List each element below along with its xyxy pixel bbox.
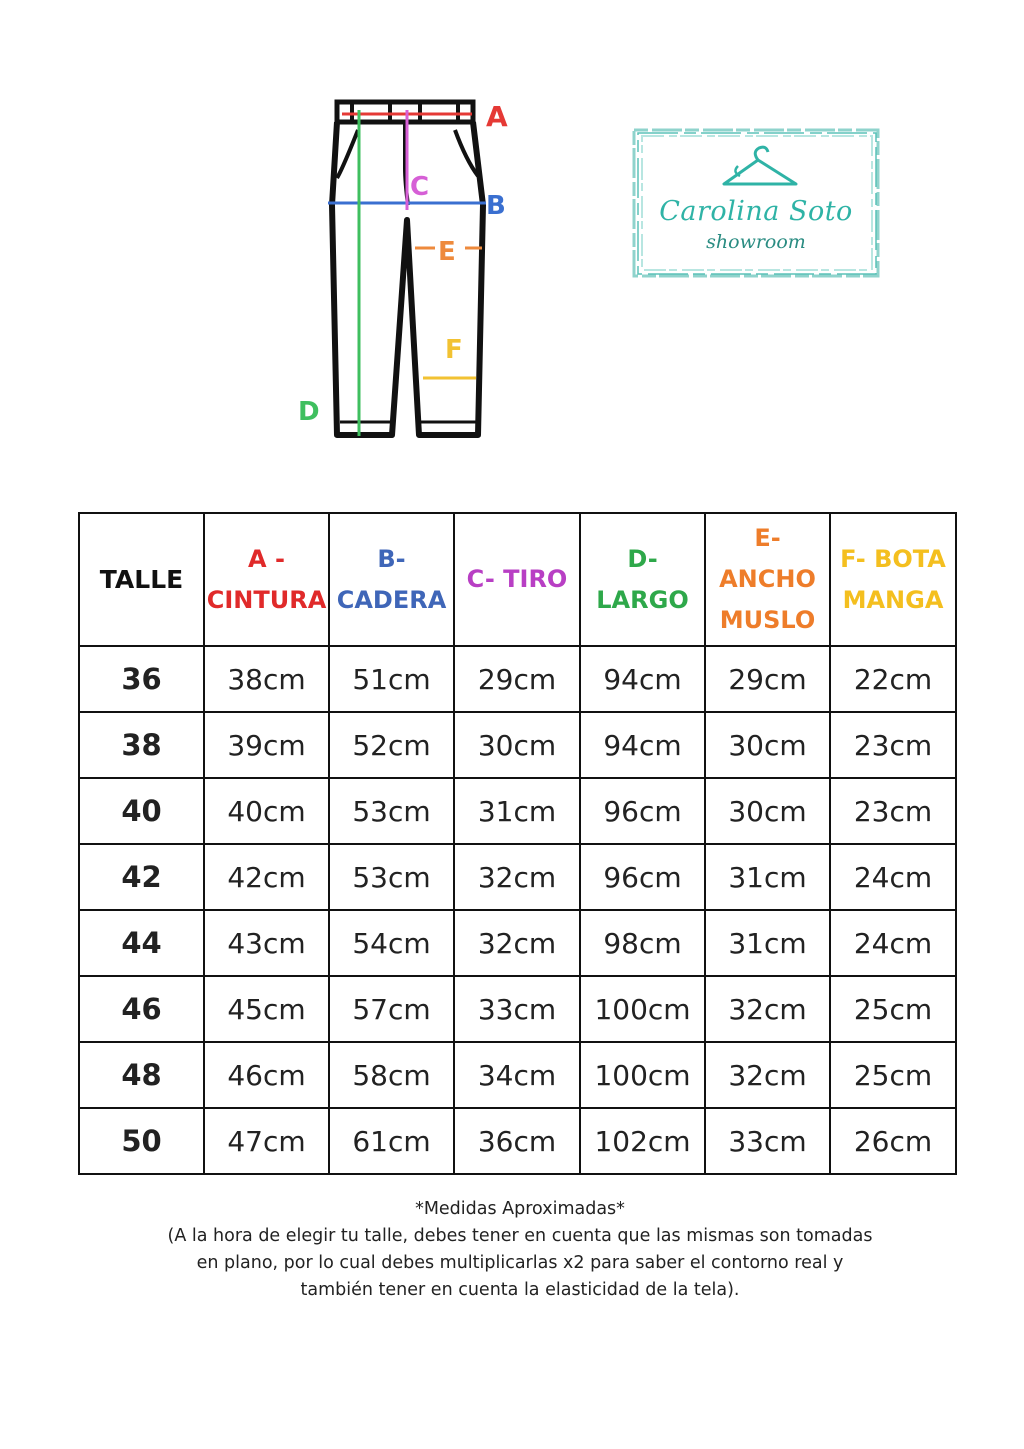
- measure-cell: 32cm: [454, 844, 580, 910]
- measure-cell: 34cm: [454, 1042, 580, 1108]
- table-row: [79, 976, 956, 1042]
- column-header-d: D- LARGO: [580, 513, 705, 646]
- column-header-a: A - CINTURA: [204, 513, 329, 646]
- measure-cell: 94cm: [580, 712, 705, 778]
- measure-cell: 102cm: [580, 1108, 705, 1174]
- label-e: E: [438, 237, 456, 267]
- size-cell: 40: [79, 778, 204, 844]
- footnote: [120, 1196, 920, 1304]
- size-cell: 36: [79, 646, 204, 712]
- table-row: [79, 646, 956, 712]
- column-header-e: E- ANCHO MUSLO: [705, 513, 830, 646]
- label-d: D: [298, 397, 320, 427]
- pants-outline-icon: [290, 90, 530, 450]
- measure-cell: 23cm: [830, 778, 956, 844]
- column-header-f: F- BOTA MANGA: [830, 513, 956, 646]
- measure-cell: 39cm: [204, 712, 329, 778]
- measure-cell: 42cm: [204, 844, 329, 910]
- measure-cell: 47cm: [204, 1108, 329, 1174]
- size-cell: 38: [79, 712, 204, 778]
- measure-cell: 24cm: [830, 910, 956, 976]
- size-cell: 50: [79, 1108, 204, 1174]
- label-f: F: [445, 335, 463, 365]
- measure-cell: 32cm: [454, 910, 580, 976]
- logo-subtitle: showroom: [706, 231, 806, 253]
- column-header-talle: TALLE: [79, 513, 204, 646]
- measure-cell: 31cm: [705, 844, 830, 910]
- label-b: B: [486, 191, 506, 221]
- measure-cell: 57cm: [329, 976, 454, 1042]
- column-header-c: C- TIRO: [454, 513, 580, 646]
- pants-diagram: [290, 90, 530, 450]
- logo-name: Carolina Soto: [659, 196, 853, 227]
- label-c: C: [410, 172, 430, 202]
- table-row: [79, 778, 956, 844]
- measure-cell: 23cm: [830, 712, 956, 778]
- measure-cell: 29cm: [454, 646, 580, 712]
- measure-cell: 53cm: [329, 844, 454, 910]
- measure-cell: 58cm: [329, 1042, 454, 1108]
- measure-cell: 96cm: [580, 844, 705, 910]
- measure-cell: 33cm: [705, 1108, 830, 1174]
- note-line: también tener en cuenta la elasticidad de la tela).: [300, 1280, 740, 1300]
- note-line: en plano, por lo cual debes multiplicarlas x2 para saber el contorno real y: [196, 1253, 844, 1273]
- measure-cell: 30cm: [705, 712, 830, 778]
- measure-cell: 31cm: [454, 778, 580, 844]
- brand-logo: [628, 124, 884, 284]
- table-row: [79, 1042, 956, 1108]
- table-row: [79, 1108, 956, 1174]
- size-cell: 46: [79, 976, 204, 1042]
- table-row: [79, 712, 956, 778]
- measure-cell: 43cm: [204, 910, 329, 976]
- measure-cell: 40cm: [204, 778, 329, 844]
- measure-cell: 24cm: [830, 844, 956, 910]
- measure-cell: 100cm: [580, 1042, 705, 1108]
- measure-cell: 61cm: [329, 1108, 454, 1174]
- measure-cell: 22cm: [830, 646, 956, 712]
- measure-cell: 30cm: [705, 778, 830, 844]
- measure-cell: 29cm: [705, 646, 830, 712]
- measure-cell: 53cm: [329, 778, 454, 844]
- measure-cell: 33cm: [454, 976, 580, 1042]
- measure-cell: 26cm: [830, 1108, 956, 1174]
- table-body: [79, 646, 956, 1174]
- column-header-b: B- CADERA: [329, 513, 454, 646]
- measure-cell: 54cm: [329, 910, 454, 976]
- measure-cell: 32cm: [705, 976, 830, 1042]
- measure-cell: 94cm: [580, 646, 705, 712]
- size-cell: 44: [79, 910, 204, 976]
- measure-cell: 100cm: [580, 976, 705, 1042]
- hanger-icon: [755, 147, 768, 160]
- size-cell: 48: [79, 1042, 204, 1108]
- measure-cell: 96cm: [580, 778, 705, 844]
- measure-cell: 25cm: [830, 976, 956, 1042]
- table-row: [79, 910, 956, 976]
- note-line: (A la hora de elegir tu talle, debes tener en cuenta que las mismas son tomadas: [167, 1226, 873, 1246]
- measure-cell: 25cm: [830, 1042, 956, 1108]
- label-a: A: [486, 100, 508, 133]
- measure-cell: 51cm: [329, 646, 454, 712]
- note-title: *Medidas Aproximadas*: [415, 1199, 625, 1219]
- measure-cell: 32cm: [705, 1042, 830, 1108]
- size-table: [78, 512, 957, 1175]
- size-cell: 42: [79, 844, 204, 910]
- measure-cell: 46cm: [204, 1042, 329, 1108]
- measure-cell: 31cm: [705, 910, 830, 976]
- measure-cell: 30cm: [454, 712, 580, 778]
- measure-cell: 36cm: [454, 1108, 580, 1174]
- table-row: [79, 844, 956, 910]
- measure-cell: 98cm: [580, 910, 705, 976]
- measure-cell: 52cm: [329, 712, 454, 778]
- table-header-row: [79, 513, 956, 646]
- measure-cell: 38cm: [204, 646, 329, 712]
- measure-cell: 45cm: [204, 976, 329, 1042]
